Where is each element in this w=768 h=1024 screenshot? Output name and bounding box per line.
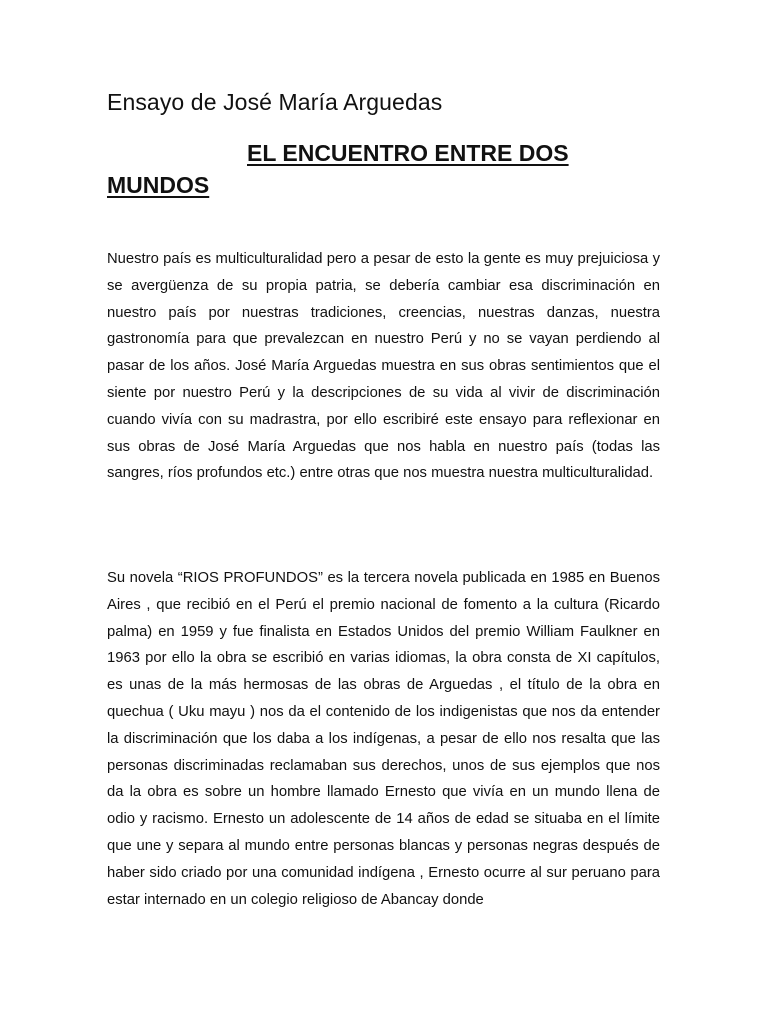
document-subtitle: Ensayo de José María Arguedas [107, 89, 443, 115]
document-title [107, 137, 667, 201]
paragraph-rios-profundos: Su novela “RIOS PROFUNDOS” es la tercera novela publicada en 1985 en Buenos Aires , que recibió en el Perú el premio nacional de fomento a la cultura (Ricardo palma) en 1959 y fue finalista en Estados Unidos del premio William Faulkner en 1963 por ello la obra se escribió en varias idiomas, la obra consta de XI capítulos, es unas de la más hermosas de las obras de Arguedas , el título de la obra en quechua ( Uku mayu ) nos da el contenido de los indigenistas que nos da entender la discriminación que los daba a los indígenas, a pesar de ello nos resalta que las personas discriminadas reclamaban sus derechos, unos de sus ejemplos que nos da la obra es sobre un hombre llamado Ernesto que vivía en un mundo llena de odio y racismo. Ernesto un adolescente de 14 años de edad se situaba en el límite que une y separa al mundo entre personas blancas y personas negras después de haber sido criado por una comunidad indígena , Ernesto ocurre al sur peruano para estar internado en un colegio religioso de Abancay donde [107, 570, 660, 908]
document-title-text: EL ENCUENTRO ENTRE DOS MUNDOS [107, 140, 569, 198]
paragraph-intro: Nuestro país es multiculturalidad pero a pesar de esto la gente es muy prejuiciosa y se avergüenza de su propia patria, se debería cambiar esa discriminación en nuestro país por nuestras tradiciones, creencias, nuestras danzas, nuestra gastronomía para que prevalezcan en nuestro Perú y no se vayan perdiendo al pasar de los años. José María Arguedas muestra en sus obras sentimientos que el siente por nuestro Perú y la descripciones de su vida al vivir de discriminación cuando vivía con su madrastra, por ello escribiré este ensayo para reflexionar en sus obras de José María Arguedas que nos habla en nuestro país (todas las sangres, ríos profundos etc.) entre otras que nos muestra nuestra multiculturalidad. [107, 251, 660, 482]
